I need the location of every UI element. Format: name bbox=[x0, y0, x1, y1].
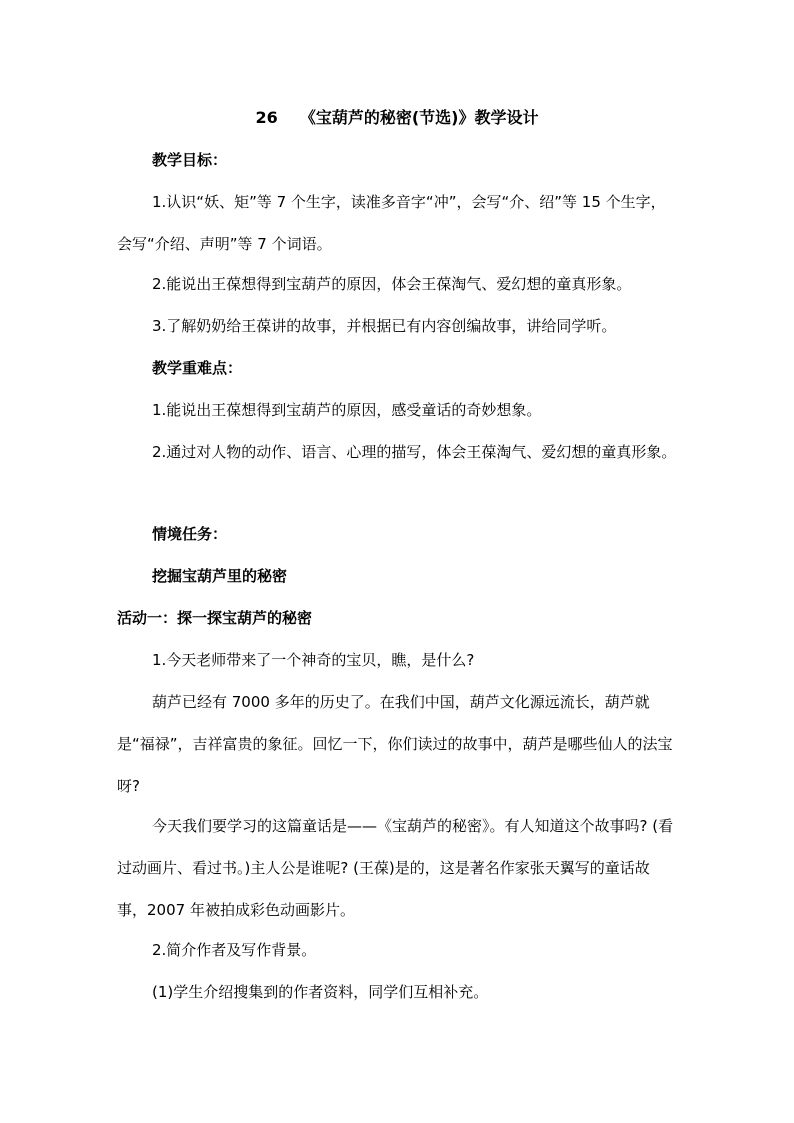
task-heading: 情境任务： bbox=[152, 525, 228, 543]
lesson-title: 《宝葫芦的秘密(节选)》教学设计 bbox=[299, 108, 539, 127]
activity-step-2-sub-1: (1)学生介绍搜集到的作者资料，同学们互相补充。 bbox=[152, 983, 489, 1001]
goal-1: 1.认识“妖、矩”等 7 个生字，读准多音字“冲”，会写“介、绍”等 15 个生字，会写“介绍、声明”等 7 个词语。 bbox=[117, 193, 666, 253]
gourd-history-paragraph: 葫芦已经有 7000 多年的历史了。在我们中国，葫芦文化源远流长，葫芦就是“福禄”，吉祥富贵的象征。回忆一下，你们读过的故事中，葫芦是哪些仙人的法宝呀? bbox=[117, 693, 673, 795]
activity-step-1: 1.今天老师带来了一个神奇的宝贝，瞧，是什么? bbox=[152, 651, 475, 669]
page-title bbox=[0, 106, 794, 130]
activity-step-2: 2.简介作者及写作背景。 bbox=[152, 941, 317, 959]
activity-1-heading: 活动一：探一探宝葫芦的秘密 bbox=[117, 609, 313, 627]
task-text: 挖掘宝葫芦里的秘密 bbox=[152, 567, 288, 585]
key-point-1: 1.能说出王葆想得到宝葫芦的原因，感受童话的奇妙想象。 bbox=[152, 401, 542, 419]
goals-heading: 教学目标： bbox=[152, 151, 228, 169]
goal-3: 3.了解奶奶给王葆讲的故事，并根据已有内容创编故事，讲给同学听。 bbox=[152, 317, 617, 335]
story-intro-paragraph: 今天我们要学习的这篇童话是——《宝葫芦的秘密》。有人知道这个故事吗? (看过动画片、看过书。)主人公是谁呢? (王葆)是的，这是著名作家张天翼写的童话故事，2007 年被拍成彩色动画影片。 bbox=[117, 817, 674, 919]
lesson-number: 26 bbox=[255, 108, 278, 127]
key-points-heading: 教学重难点： bbox=[152, 359, 243, 377]
goal-2: 2.能说出王葆想得到宝葫芦的原因，体会王葆淘气、爱幻想的童真形象。 bbox=[152, 275, 632, 293]
key-point-2: 2.通过对人物的动作、语言、心理的描写，体会王葆淘气、爱幻想的童真形象。 bbox=[152, 443, 677, 461]
